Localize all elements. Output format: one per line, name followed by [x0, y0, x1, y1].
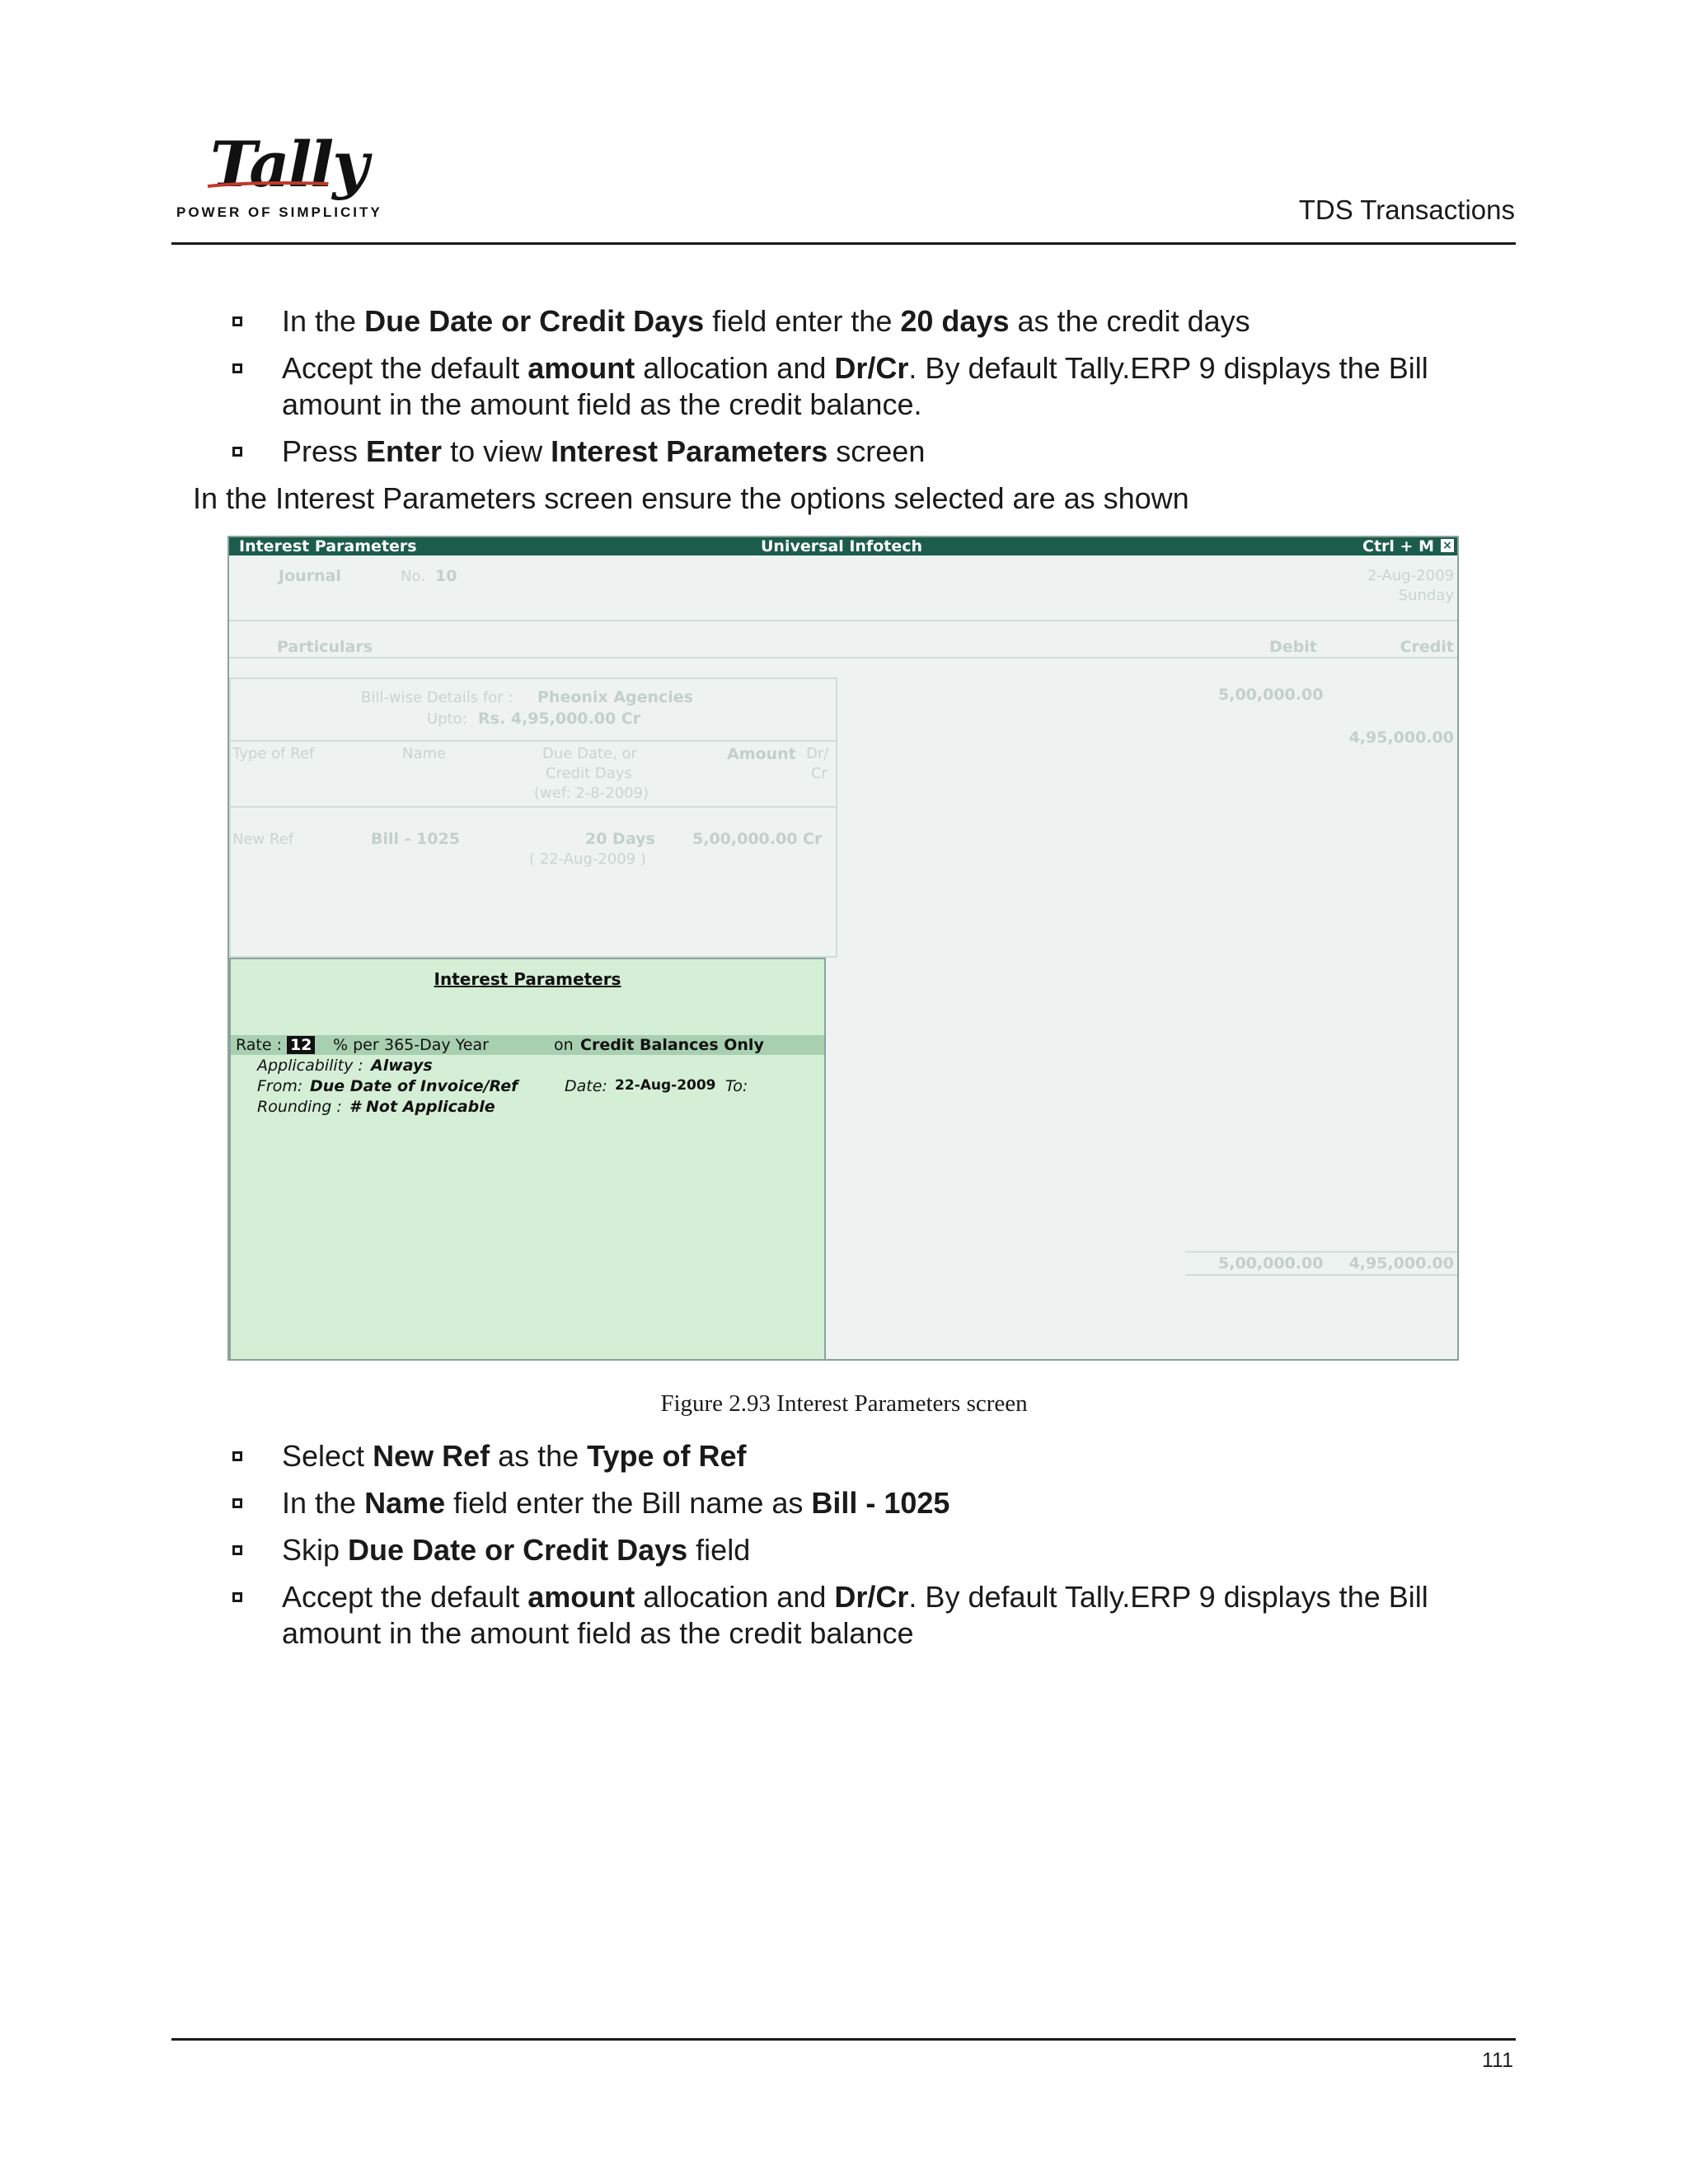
- voucher-no-label: No.: [401, 568, 425, 585]
- col-name: Name: [402, 745, 447, 762]
- bill-for-label: Bill-wise Details for :: [361, 689, 513, 706]
- bill-upto-value: Rs. 4,95,000.00 Cr: [478, 710, 641, 728]
- logo-tagline: POWER OF SIMPLICITY: [176, 204, 382, 220]
- total-credit: 4,95,000.00: [1348, 1254, 1454, 1272]
- col-due-1: Due Date, or: [542, 745, 637, 762]
- text-run: screen: [828, 434, 926, 468]
- bold-text: Bill - 1025: [811, 1486, 950, 1520]
- bullet-text: [282, 350, 1469, 423]
- per-label: % per: [333, 1036, 379, 1054]
- divider: [229, 657, 1457, 658]
- rounding-label: Rounding :: [257, 1098, 342, 1116]
- total-rule: [1185, 1251, 1459, 1253]
- rate-input[interactable]: 12: [287, 1036, 315, 1054]
- close-icon[interactable]: ×: [1441, 539, 1454, 552]
- bold-text: New Ref: [373, 1439, 490, 1473]
- section-title: TDS Transactions: [1298, 194, 1515, 225]
- text-run: field: [687, 1533, 751, 1567]
- interest-parameters-panel: [229, 958, 826, 1361]
- col-drcr-2: Cr: [811, 765, 828, 782]
- col-due-3: (wef: 2-8-2009): [534, 785, 649, 802]
- bold-text: amount: [528, 351, 635, 385]
- page-number: 111: [1481, 2049, 1513, 2072]
- row-name: Bill - 1025: [371, 830, 461, 848]
- from-value[interactable]: Due Date of Invoice/Ref: [310, 1077, 518, 1095]
- bullet-text: [282, 434, 1469, 470]
- text-run: Accept the default: [282, 1580, 528, 1614]
- bill-for-value: Pheonix Agencies: [537, 688, 693, 706]
- voucher-day: Sunday: [1398, 587, 1454, 604]
- footer-rule: [171, 2038, 1516, 2041]
- row-credit-days: 20 Days: [585, 830, 655, 848]
- divider: [229, 806, 837, 808]
- title-bar: [229, 537, 1457, 555]
- tally-logo: Tally: [210, 128, 368, 201]
- divider: [229, 620, 1457, 621]
- total-debit: 5,00,000.00: [1218, 1254, 1324, 1272]
- title-shortcut: Ctrl + M: [1362, 537, 1434, 555]
- bold-text: Interest Parameters: [551, 434, 828, 468]
- text-run: Accept the default: [282, 351, 528, 385]
- voucher-no: 10: [435, 567, 457, 585]
- on-label: on: [554, 1036, 574, 1054]
- bold-text: Due Date or Credit Days: [364, 304, 705, 338]
- row-type-of-ref: New Ref: [232, 831, 294, 848]
- text-run: as the credit days: [1009, 304, 1250, 338]
- year-field[interactable]: 365-Day Year: [384, 1036, 489, 1054]
- bullet-text: [282, 303, 1469, 340]
- text-run: Skip: [282, 1533, 349, 1567]
- applicability-value[interactable]: Always: [371, 1057, 433, 1075]
- text-run: In the: [282, 304, 365, 338]
- col-amount: Amount: [727, 745, 796, 763]
- voucher-type: Journal: [279, 567, 341, 585]
- total-rule: [1185, 1274, 1459, 1276]
- rate-label: Rate :: [236, 1036, 283, 1054]
- row-due-date: ( 22-Aug-2009 ): [529, 851, 646, 868]
- title-company: Universal Infotech: [761, 537, 923, 555]
- text-run: field enter the Bill name as: [445, 1486, 812, 1520]
- bold-text: Name: [364, 1486, 446, 1520]
- col-type-of-ref: Type of Ref: [232, 745, 315, 762]
- bullet-text: [282, 1579, 1469, 1652]
- date-label: Date:: [565, 1077, 607, 1095]
- bold-text: amount: [528, 1580, 635, 1614]
- col-particulars: Particulars: [277, 638, 373, 656]
- text-run: Press: [282, 434, 367, 468]
- text-run: . By default Tally.ERP 9 displays the Bill amount in the amount field as the credit balance: [282, 1580, 1428, 1650]
- bold-text: Dr/Cr: [834, 351, 909, 385]
- figure-caption: Figure 2.93 Interest Parameters screen: [660, 1390, 1028, 1417]
- col-credit: Credit: [1400, 638, 1454, 656]
- date-value[interactable]: 22-Aug-2009: [615, 1077, 716, 1094]
- row-drcr: Cr: [803, 830, 823, 848]
- text-run: In the: [282, 1486, 365, 1520]
- on-field[interactable]: Credit Balances Only: [580, 1036, 764, 1054]
- debit-amount: 5,00,000.00: [1218, 686, 1324, 704]
- logo-swoosh-icon: [206, 180, 330, 190]
- credit-amount: 4,95,000.00: [1348, 729, 1454, 747]
- text-run: . By default Tally.ERP 9 displays the Bill amount in the amount field as the credit balance.: [282, 351, 1428, 421]
- from-label: From:: [257, 1077, 303, 1095]
- text-run: allocation and: [635, 1580, 835, 1614]
- row-amount: 5,00,000.00: [692, 830, 798, 848]
- bold-text: Dr/Cr: [834, 1580, 909, 1614]
- title-left: Interest Parameters: [239, 537, 417, 555]
- text-run: to view: [442, 434, 551, 468]
- text-run: allocation and: [635, 351, 835, 385]
- bold-text: 20 days: [900, 304, 1010, 338]
- text-run: field enter the: [704, 304, 901, 338]
- panel-title: Interest Parameters: [434, 969, 621, 989]
- col-due-2: Credit Days: [546, 765, 632, 782]
- bill-upto-label: Upto:: [427, 710, 467, 728]
- bold-text: Type of Ref: [587, 1439, 747, 1473]
- interest-parameters-screenshot: [227, 536, 1459, 1361]
- col-drcr-1: Dr/: [806, 745, 829, 762]
- intro-line: In the Interest Parameters screen ensure the options selected are as shown: [193, 481, 1189, 515]
- rounding-value[interactable]: Not Applicable: [366, 1098, 495, 1116]
- bold-text: Enter: [366, 434, 443, 468]
- text-run: Select: [282, 1439, 373, 1473]
- bullet-text: [282, 1438, 1469, 1474]
- divider: [229, 740, 837, 742]
- text-run: as the: [490, 1439, 588, 1473]
- header-rule: [171, 242, 1516, 245]
- bullet-text: [282, 1532, 1469, 1568]
- bullet-text: [282, 1485, 1469, 1521]
- rounding-symbol: #: [349, 1098, 361, 1116]
- col-debit: Debit: [1269, 638, 1317, 656]
- to-label: To:: [725, 1077, 748, 1095]
- bold-text: Due Date or Credit Days: [348, 1533, 688, 1567]
- voucher-date: 2-Aug-2009: [1367, 567, 1454, 584]
- applicability-label: Applicability :: [257, 1057, 363, 1075]
